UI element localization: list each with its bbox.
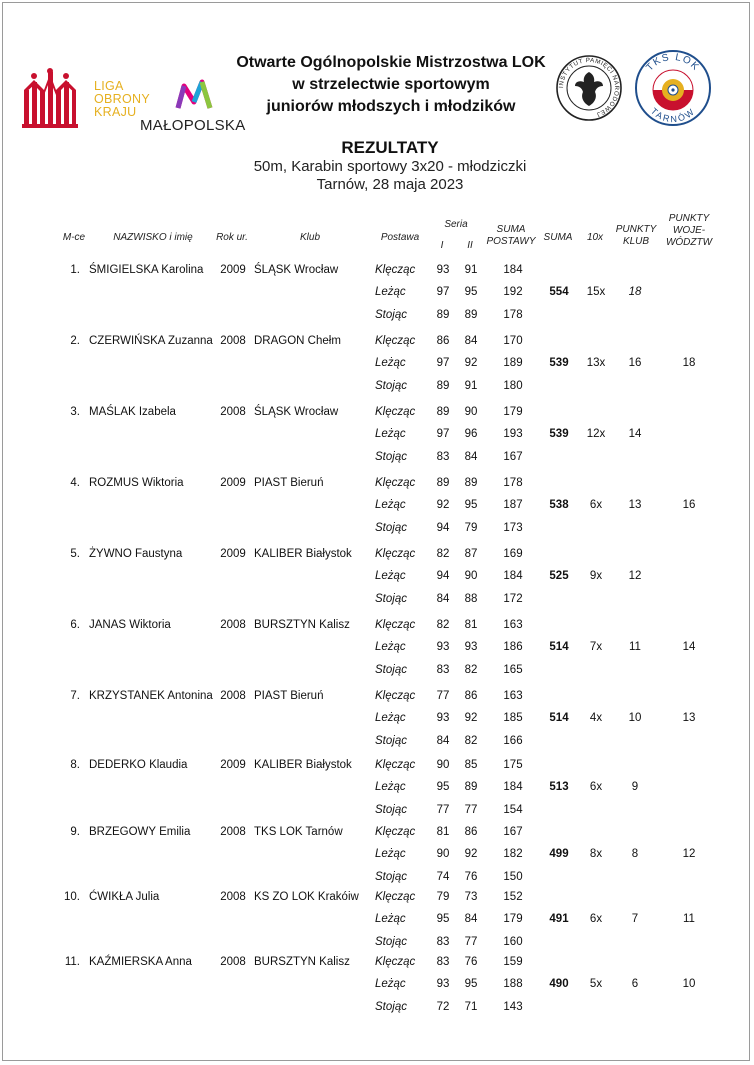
header-place: M-ce (62, 232, 86, 243)
athlete-place: 9. (70, 826, 80, 838)
series-1-score: 94 (436, 522, 450, 534)
athlete-club: ŚLĄSK Wrocław (254, 264, 339, 276)
position-name: Leżąc (375, 428, 406, 440)
header-points-club-line-2: KLUB (622, 236, 650, 247)
position-name: Stojąc (375, 451, 407, 463)
position-name: Klęcząc (375, 956, 416, 968)
series-1-score: 89 (436, 477, 450, 489)
athlete-year: 2008 (220, 826, 246, 838)
liga-line-2: OBRONY (94, 92, 150, 106)
athlete-name: MAŚLAK Izabela (89, 406, 176, 418)
series-1-score: 95 (436, 781, 450, 793)
athlete-total: 514 (549, 641, 569, 653)
series-2-score: 86 (464, 690, 478, 702)
position-name: Klęcząc (375, 548, 416, 560)
position-sum: 182 (503, 848, 523, 860)
series-1-score: 82 (436, 548, 450, 560)
series-2-score: 89 (464, 477, 478, 489)
athlete-tens: 12x (586, 428, 606, 440)
position-sum: 170 (503, 335, 523, 347)
series-2-score: 96 (464, 428, 478, 440)
tks-lok-tarnow-logo-icon (633, 48, 713, 128)
position-sum: 150 (503, 871, 523, 883)
series-2-score: 92 (464, 357, 478, 369)
header-suma-postawy-line-2: POSTAWY (486, 236, 536, 247)
title-line-1: Otwarte Ogólnopolskie Mistrzostwa LOK (236, 54, 546, 71)
position-name: Leżąc (375, 499, 406, 511)
series-1-score: 94 (436, 570, 450, 582)
series-1-score: 83 (436, 664, 450, 676)
position-sum: 192 (503, 286, 523, 298)
athlete-year: 2008 (220, 406, 246, 418)
header-position: Postawa (380, 232, 420, 243)
table-row (0, 476, 754, 544)
athlete-tens: 6x (589, 499, 603, 511)
series-2-score: 82 (464, 735, 478, 747)
athlete-year: 2008 (220, 335, 246, 347)
series-2-score: 82 (464, 664, 478, 676)
position-sum: 178 (503, 477, 523, 489)
series-1-score: 77 (436, 804, 450, 816)
points-voivodeship: 11 (683, 913, 695, 925)
position-sum: 165 (503, 664, 523, 676)
athlete-place: 11. (64, 956, 80, 968)
series-2-score: 87 (464, 548, 478, 560)
results-title: REZULTATY (341, 138, 439, 157)
table-row (0, 334, 754, 402)
position-name: Klęcząc (375, 759, 416, 771)
athlete-name: BRZEGOWY Emilia (89, 826, 191, 838)
position-name: Leżąc (375, 978, 406, 990)
points-club: 6 (631, 978, 639, 990)
header-club: Klub (299, 232, 320, 243)
athlete-year: 2009 (220, 548, 246, 560)
athlete-total: 499 (549, 848, 569, 860)
table-row (0, 618, 754, 686)
position-sum: 167 (503, 826, 523, 838)
athlete-total: 490 (549, 978, 569, 990)
position-sum: 178 (503, 309, 523, 321)
points-club: 11 (629, 641, 641, 653)
athlete-club: TKS LOK Tarnów (254, 826, 343, 838)
series-1-score: 84 (436, 735, 450, 747)
position-name: Leżąc (375, 848, 406, 860)
athlete-year: 2009 (220, 759, 246, 771)
position-sum: 184 (503, 781, 523, 793)
athlete-year: 2008 (220, 690, 246, 702)
table-row (0, 263, 754, 331)
header-series-1: I (440, 240, 444, 251)
series-2-score: 92 (464, 848, 478, 860)
position-sum: 152 (503, 891, 523, 903)
athlete-tens: 4x (589, 712, 603, 724)
header-points-voivodeship-line-2: WOJE- (672, 225, 706, 236)
athlete-club: ŚLĄSK Wrocław (254, 406, 339, 418)
athlete-total: 491 (549, 913, 569, 925)
points-club: 10 (628, 712, 642, 724)
athlete-club: BURSZTYN Kalisz (254, 956, 350, 968)
series-2-score: 91 (464, 380, 478, 392)
series-1-score: 74 (436, 871, 450, 883)
series-2-score: 91 (464, 264, 478, 276)
points-voivodeship: 16 (682, 499, 696, 511)
position-sum: 187 (503, 499, 523, 511)
points-club: 16 (628, 357, 642, 369)
header-points-voivodeship-line-3: WÓDZTW (665, 237, 713, 248)
header-year: Rok ur. (216, 232, 248, 243)
position-sum: 172 (503, 593, 523, 605)
series-1-score: 90 (436, 759, 450, 771)
series-1-score: 97 (436, 357, 450, 369)
athlete-year: 2008 (220, 891, 246, 903)
header-points-club (610, 224, 662, 248)
header-points-voivodeship-line-1: PUNKTY (668, 213, 710, 224)
position-name: Leżąc (375, 781, 406, 793)
athlete-tens: 8x (589, 848, 603, 860)
series-2-score: 84 (464, 451, 478, 463)
points-club: 13 (628, 499, 642, 511)
position-name: Klęcząc (375, 619, 416, 631)
points-club: 9 (631, 781, 639, 793)
position-name: Leżąc (375, 286, 406, 298)
position-sum: 160 (503, 936, 523, 948)
athlete-place: 2. (70, 335, 80, 347)
athlete-name: CZERWIŃSKA Zuzanna (89, 335, 213, 347)
malopolska-label: MAŁOPOLSKA (140, 117, 246, 134)
event-title (228, 52, 554, 118)
liga-line-1: LIGA (94, 79, 124, 93)
series-1-score: 81 (436, 826, 450, 838)
header-points-club-line-1: PUNKTY (615, 224, 657, 235)
position-name: Leżąc (375, 641, 406, 653)
series-1-score: 89 (436, 406, 450, 418)
tks-bottom-text: TARNÓW (648, 105, 698, 125)
points-voivodeship: 18 (682, 357, 696, 369)
athlete-name: JANAS Wiktoria (89, 619, 171, 631)
series-2-score: 92 (464, 712, 478, 724)
position-name: Stojąc (375, 936, 407, 948)
position-name: Leżąc (375, 357, 406, 369)
series-1-score: 83 (436, 936, 450, 948)
position-sum: 163 (503, 690, 523, 702)
title-line-3: juniorów młodszych i młodzików (266, 98, 516, 115)
series-1-score: 92 (436, 499, 450, 511)
position-sum: 180 (503, 380, 523, 392)
series-2-score: 85 (464, 759, 478, 771)
position-name: Stojąc (375, 1001, 407, 1013)
athlete-total: 539 (549, 357, 569, 369)
series-2-score: 71 (464, 1001, 478, 1013)
series-2-score: 79 (464, 522, 478, 534)
header-suma: SUMA (543, 232, 573, 243)
series-2-score: 84 (464, 335, 478, 347)
position-sum: 193 (503, 428, 523, 440)
table-row (0, 825, 754, 893)
position-sum: 189 (503, 357, 523, 369)
series-2-score: 95 (464, 978, 478, 990)
header-seria: Seria (444, 219, 468, 230)
series-2-score: 89 (464, 309, 478, 321)
series-1-score: 89 (436, 380, 450, 392)
series-1-score: 95 (436, 913, 450, 925)
points-voivodeship: 10 (682, 978, 696, 990)
position-sum: 179 (503, 406, 523, 418)
series-2-score: 89 (464, 781, 478, 793)
athlete-name: KAŹMIERSKA Anna (89, 956, 192, 968)
series-1-score: 97 (436, 286, 450, 298)
position-name: Leżąc (375, 712, 406, 724)
athlete-tens: 5x (589, 978, 603, 990)
athlete-name: DEDERKO Klaudia (89, 759, 188, 771)
athlete-tens: 7x (589, 641, 603, 653)
series-2-score: 88 (464, 593, 478, 605)
position-sum: 185 (503, 712, 523, 724)
athlete-club: PIAST Bieruń (254, 477, 324, 489)
athlete-club: BURSZTYN Kalisz (254, 619, 350, 631)
table-row (0, 689, 754, 757)
position-name: Klęcząc (375, 264, 416, 276)
series-1-score: 93 (436, 978, 450, 990)
header-name: NAZWISKO i imię (113, 232, 193, 243)
position-name: Klęcząc (375, 406, 416, 418)
series-1-score: 93 (436, 641, 450, 653)
athlete-club: KALIBER Białystok (254, 548, 352, 560)
athlete-place: 6. (70, 619, 80, 631)
points-voivodeship: 13 (682, 712, 696, 724)
position-name: Stojąc (375, 735, 407, 747)
position-sum: 154 (503, 804, 523, 816)
athlete-club: KS ZO LOK Krakóiw (254, 891, 359, 903)
title-line-2: w strzelectwie sportowym (292, 76, 490, 93)
athlete-club: KALIBER Białystok (254, 759, 352, 771)
series-2-score: 77 (464, 936, 478, 948)
position-sum: 186 (503, 641, 523, 653)
athlete-total: 554 (549, 286, 569, 298)
position-name: Stojąc (375, 380, 407, 392)
series-2-score: 90 (464, 570, 478, 582)
series-2-score: 77 (464, 804, 478, 816)
position-sum: 166 (503, 735, 523, 747)
series-2-score: 76 (464, 956, 478, 968)
position-name: Klęcząc (375, 690, 416, 702)
position-name: Stojąc (375, 593, 407, 605)
competition-name: 50m, Karabin sportowy 3x20 - młodziczki (253, 158, 527, 175)
athlete-place: 10. (64, 891, 80, 903)
athlete-tens: 9x (589, 570, 603, 582)
series-2-score: 93 (464, 641, 478, 653)
series-2-score: 86 (464, 826, 478, 838)
series-1-score: 93 (436, 712, 450, 724)
position-sum: 188 (503, 978, 523, 990)
series-1-score: 86 (436, 335, 450, 347)
athlete-total: 513 (549, 781, 569, 793)
series-2-score: 95 (464, 499, 478, 511)
tks-top-text: TKS LOK (644, 51, 702, 74)
position-sum: 173 (503, 522, 523, 534)
athlete-year: 2008 (220, 619, 246, 631)
table-row (0, 405, 754, 473)
position-name: Klęcząc (375, 477, 416, 489)
athlete-place: 4. (70, 477, 80, 489)
athlete-year: 2008 (220, 956, 246, 968)
table-row (0, 547, 754, 615)
series-1-score: 83 (436, 451, 450, 463)
athlete-place: 1. (70, 264, 80, 276)
position-name: Klęcząc (375, 891, 416, 903)
series-1-score: 97 (436, 428, 450, 440)
athlete-year: 2009 (220, 477, 246, 489)
liga-obrony-kraju-logo (94, 79, 150, 128)
series-1-score: 82 (436, 619, 450, 631)
header-points-voivodeship (660, 213, 718, 249)
series-2-score: 84 (464, 913, 478, 925)
place-date: Tarnów, 28 maja 2023 (316, 176, 464, 193)
position-name: Stojąc (375, 522, 407, 534)
athlete-club: PIAST Bieruń (254, 690, 324, 702)
athlete-year: 2009 (220, 264, 246, 276)
position-sum: 159 (503, 956, 523, 968)
athlete-total: 514 (549, 712, 569, 724)
series-1-score: 72 (436, 1001, 450, 1013)
ipn-ring-text: INSTYTUT PAMIĘCI NARODOWEJ (557, 56, 621, 118)
points-club: 8 (631, 848, 639, 860)
header-suma-postawy (486, 224, 536, 248)
athlete-place: 3. (70, 406, 80, 418)
series-2-score: 95 (464, 286, 478, 298)
position-sum: 167 (503, 451, 523, 463)
position-sum: 169 (503, 548, 523, 560)
table-row (0, 758, 754, 826)
series-1-score: 79 (436, 891, 450, 903)
series-1-score: 90 (436, 848, 450, 860)
athlete-name: ROZMUS Wiktoria (89, 477, 184, 489)
athlete-tens: 6x (589, 913, 603, 925)
series-2-score: 81 (464, 619, 478, 631)
athlete-tens: 6x (589, 781, 603, 793)
series-2-score: 76 (464, 871, 478, 883)
position-sum: 163 (503, 619, 523, 631)
position-name: Stojąc (375, 804, 407, 816)
results-heading (150, 138, 630, 194)
athlete-place: 7. (70, 690, 80, 702)
position-name: Klęcząc (375, 826, 416, 838)
athlete-total: 539 (549, 428, 569, 440)
athlete-place: 8. (70, 759, 80, 771)
table-row (0, 890, 754, 958)
position-name: Stojąc (375, 664, 407, 676)
athlete-name: ŻYWNO Faustyna (89, 548, 183, 560)
athlete-name: ĆWIKŁA Julia (89, 891, 160, 903)
points-voivodeship: 12 (682, 848, 696, 860)
series-1-score: 84 (436, 593, 450, 605)
position-sum: 179 (503, 913, 523, 925)
athlete-tens: 13x (586, 357, 606, 369)
position-sum: 143 (503, 1001, 523, 1013)
series-2-score: 90 (464, 406, 478, 418)
points-club: 14 (628, 428, 642, 440)
header-suma-postawy-line-1: SUMA (496, 224, 526, 235)
position-name: Leżąc (375, 913, 406, 925)
athlete-name: KRZYSTANEK Antonina (89, 690, 213, 702)
series-1-score: 93 (436, 264, 450, 276)
athlete-tens: 15x (586, 286, 606, 298)
header-series-2: II (467, 240, 473, 251)
athlete-place: 5. (70, 548, 80, 560)
position-name: Stojąc (375, 871, 407, 883)
table-row (0, 955, 754, 1023)
series-1-score: 89 (436, 309, 450, 321)
table-header (0, 210, 754, 265)
points-club: 18 (628, 286, 642, 298)
position-sum: 175 (503, 759, 523, 771)
position-sum: 184 (503, 570, 523, 582)
lok-emblem-icon (22, 68, 78, 130)
series-1-score: 83 (436, 956, 450, 968)
series-2-score: 73 (464, 891, 478, 903)
position-name: Leżąc (375, 570, 406, 582)
points-club: 12 (628, 570, 642, 582)
points-club: 7 (631, 913, 639, 925)
ipn-seal-icon (555, 50, 623, 126)
position-name: Stojąc (375, 309, 407, 321)
position-sum: 184 (503, 264, 523, 276)
liga-line-3: KRAJU (94, 105, 137, 119)
points-voivodeship: 14 (682, 641, 696, 653)
position-name: Klęcząc (375, 335, 416, 347)
header-tens: 10x (586, 232, 604, 243)
athlete-name: ŚMIGIELSKA Karolina (89, 264, 204, 276)
athlete-club: DRAGON Chełm (254, 335, 341, 347)
athlete-total: 538 (549, 499, 569, 511)
series-1-score: 77 (436, 690, 450, 702)
athlete-total: 525 (549, 570, 569, 582)
